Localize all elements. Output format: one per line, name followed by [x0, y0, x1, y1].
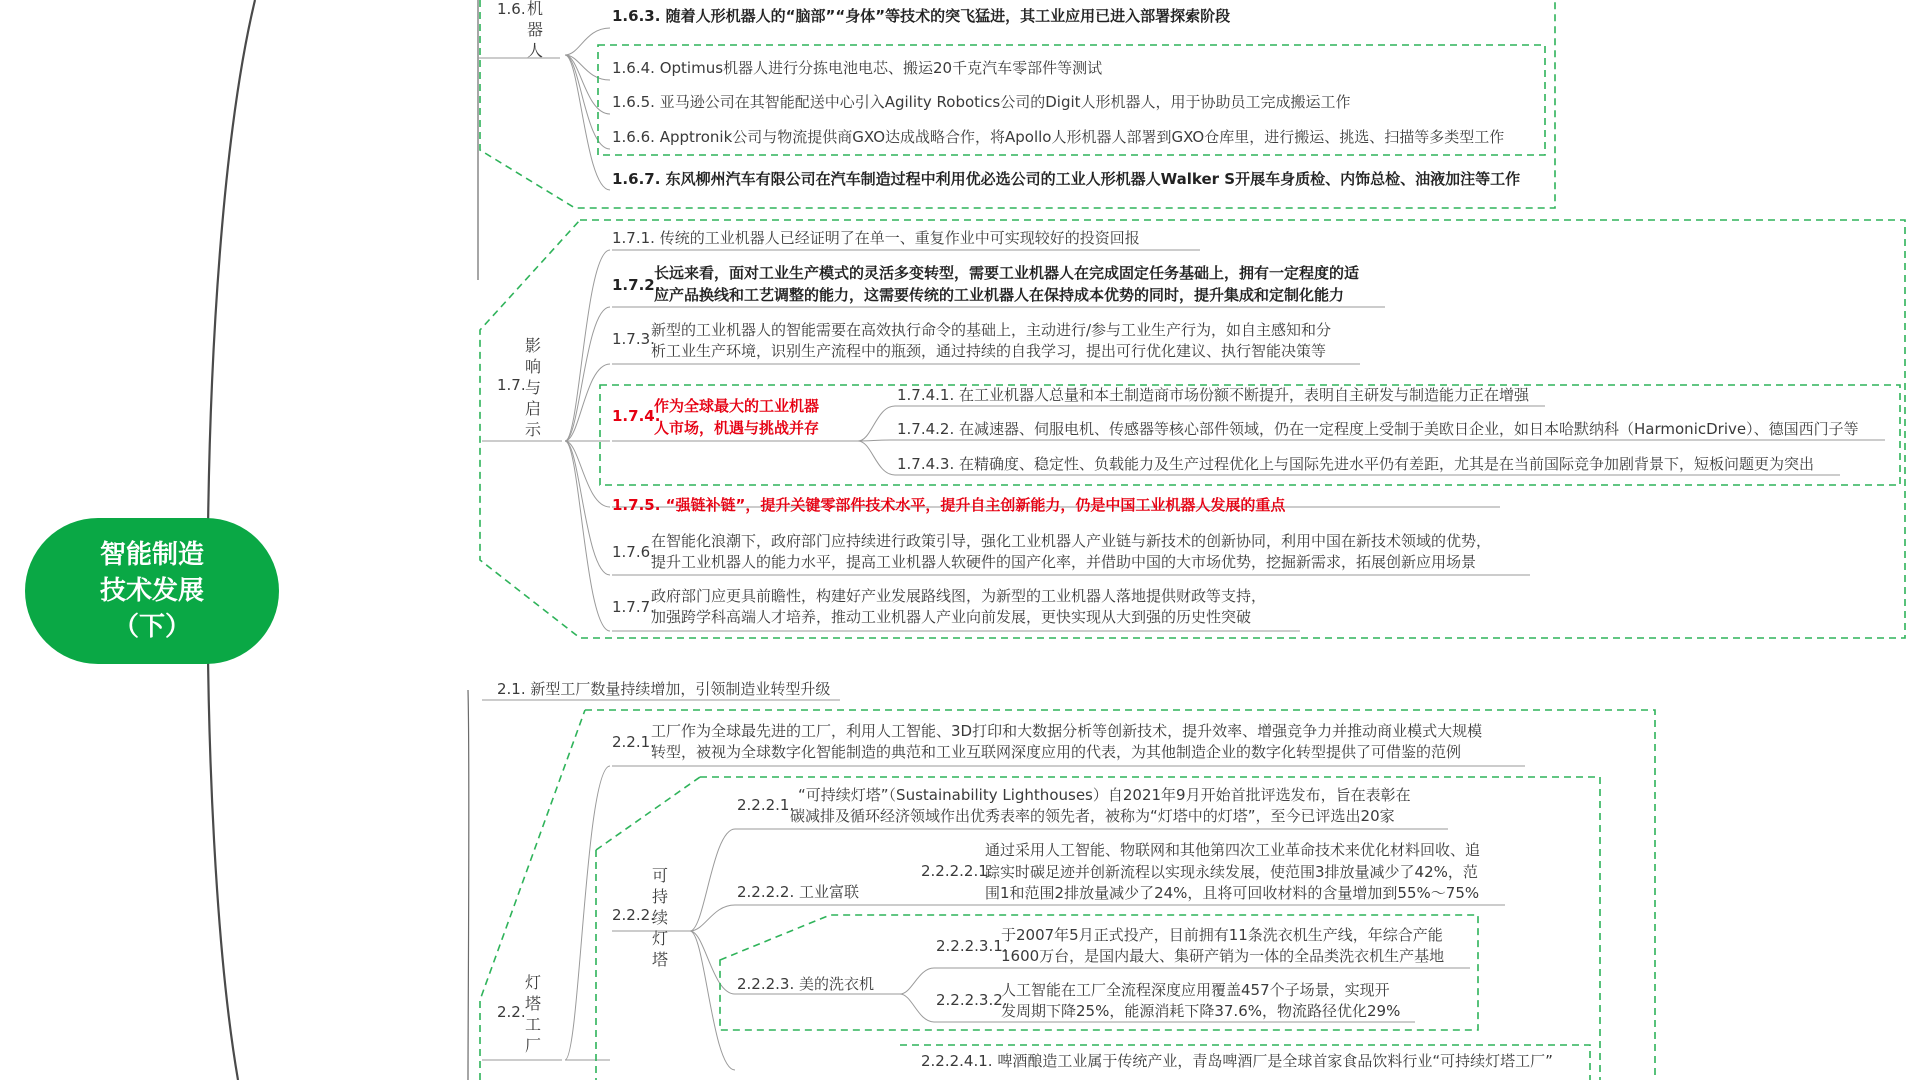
node-1-7-3-line1[interactable]: 新型的工业机器人的智能需要在高效执行命令的基础上，主动进行/参与工业生产行为，如自主感知和分 — [651, 321, 1332, 339]
node-1-7-label[interactable]: 影响与启示 — [524, 336, 541, 439]
node-1-6-5[interactable]: 1.6.5. 亚马逊公司在其智能配送中心引入Agility Robotics公司的Digit人形机器人，用于协助员工完成搬运工作 — [612, 93, 1351, 111]
node-1-7-4-line1[interactable]: 作为全球最大的工业机器 — [654, 397, 820, 415]
node-1-7-7-num: 1.7.7. — [612, 598, 655, 616]
node-1-7-6-num: 1.7.6. — [612, 543, 655, 561]
node-1-6-3[interactable]: 1.6.3. 随着人形机器人的“脑部”“身体”等技术的突飞猛进，其工业应用已进入部署探索阶段 — [612, 7, 1231, 25]
node-2-2-2-3-2-line2[interactable]: 发周期下降25%，能源消耗下降37.6%，物流路径优化29% — [1001, 1002, 1401, 1020]
connector-2-2-1 — [565, 766, 610, 1060]
node-2-2-1-num: 2.2.1. — [612, 733, 655, 751]
node-2-2-2-4-1[interactable]: 2.2.2.4.1. 啤酒酿造工业属于传统产业，青岛啤酒厂是全球首家食品饮料行业“可持续灯塔工厂” — [921, 1052, 1553, 1070]
node-1-7-3-line2[interactable]: 析工业生产环境，识别生产流程中的瓶颈，通过持续的自我学习，提出可行优化建议、执行智能决策等 — [651, 342, 1327, 360]
root-node[interactable] — [25, 518, 279, 664]
node-2-2-2-2[interactable]: 2.2.2.2. 工业富联 — [737, 883, 860, 901]
node-2-2-2-label[interactable]: 可持续灯塔 — [651, 866, 668, 969]
node-1-7-6-line2[interactable]: 提升工业机器人的能力水平，提高工业机器人软硬件的国产化率，并借助中国的大市场优势，挖掘新需求，拓展创新应用场景 — [651, 553, 1477, 571]
connector-1-7-6 — [565, 441, 610, 575]
node-1-7-2-num: 1.7.2. — [612, 276, 661, 294]
node-1-6-4[interactable]: 1.6.4. Optimus机器人进行分拣电池电芯、搬运20千克汽车零部件等测试 — [612, 59, 1103, 77]
node-1-7-4-1[interactable]: 1.7.4.1. 在工业机器人总量和本土制造商市场份额不断提升，表明自主研发与制造能力正在增强 — [897, 386, 1530, 404]
node-1-7-3-num: 1.7.3. — [612, 330, 655, 348]
node-1-7-4-num: 1.7.4. — [612, 407, 661, 425]
node-2-2-2-3-1-line2[interactable]: 1600万台，是国内最大、集研产销为一体的全品类洗衣机生产基地 — [1001, 947, 1445, 965]
root-title-line1: 智能制造 — [99, 540, 204, 570]
node-2-2-2-2-1-line1[interactable]: 通过采用人工智能、物联网和其他第四次工业革命技术来优化材料回收、追 — [985, 841, 1481, 859]
node-2-2-2-3[interactable]: 2.2.2.3. 美的洗衣机 — [737, 975, 875, 993]
node-1-7-4-3[interactable]: 1.7.4.3. 在精确度、稳定性、负载能力及生产过程优化上与国际先进水平仍有差距，尤其是在当前国际竞争加剧背景下，短板问题更为突出 — [897, 455, 1815, 473]
connector-1-6-7 — [565, 55, 610, 190]
node-1-7-2-line2[interactable]: 应产品换线和工艺调整的能力，这需要传统的工业机器人在保持成本优势的同时，提升集成和定制化能力 — [654, 286, 1345, 304]
connector-2-2-2-3-1 — [900, 968, 934, 994]
node-1-6-num: 1.6. — [497, 0, 526, 18]
node-2-2-2-3-2-line1[interactable]: 人工智能在工厂全流程深度应用覆盖457个子场景，实现开 — [1001, 981, 1390, 999]
node-2-1[interactable]: 2.1. 新型工厂数量持续增加，引领制造业转型升级 — [497, 680, 831, 698]
connector-2-2-2-2 — [690, 905, 735, 931]
node-1-6-label[interactable]: 机器人 — [526, 0, 543, 60]
node-2-2-2-2-1-line3[interactable]: 围1和范围2排放量减少了24%，且将可回收材料的含量增加到55%～75% — [985, 884, 1480, 902]
node-2-2-label[interactable]: 灯塔工厂 — [524, 973, 541, 1055]
group-border-2-2-2-left — [596, 777, 700, 850]
node-1-7-4-2[interactable]: 1.7.4.2. 在减速器、伺服电机、传感器等核心部件领域，仍在一定程度上受制于美欧日企业，如日本哈默纳科（HarmonicDrive）、德国西门子等 — [897, 420, 1859, 438]
connector-1-7-3 — [565, 364, 610, 441]
node-2-2-2-2-1-line2[interactable]: 踪实时碳足迹并创新流程以实现永续发展，使范围3排放量减少了42%，范 — [985, 863, 1478, 881]
connector-1-7-2 — [565, 307, 610, 441]
node-1-7-7-line1[interactable]: 政府部门应更具前瞻性，构建好产业发展路线图，为新型的工业机器人落地提供财政等支持， — [651, 587, 1267, 605]
connector-1-7-1 — [565, 250, 610, 441]
node-1-7-6-line1[interactable]: 在智能化浪潮下，政府部门应持续进行政策引导，强化工业机器人产业链与新技术的创新协同，利用中国在新技术领域的优势， — [651, 532, 1492, 550]
node-1-7-num: 1.7. — [497, 376, 526, 394]
root-title-line3: （下） — [112, 612, 191, 642]
connector-1-7-7 — [565, 441, 610, 631]
node-2-2-2-3-1-line1[interactable]: 于2007年5月正式投产，目前拥有11条洗衣机生产线，年综合产能 — [1001, 926, 1443, 944]
connector-1-6-3 — [565, 28, 610, 55]
node-1-7-1[interactable]: 1.7.1. 传统的工业机器人已经证明了在单一、重复作业中可实现较好的投资回报 — [612, 229, 1140, 247]
node-2-2-2-num: 2.2.2. — [612, 906, 655, 924]
connector-2-2-2-4 — [690, 931, 735, 1070]
root-title-line2: 技术发展 — [99, 576, 204, 606]
node-1-6-6[interactable]: 1.6.6. Apptronik公司与物流提供商GXO达成战略合作，将Apollo人形机器人部署到GXO仓库里，进行搬运、挑选、扫描等多类型工作 — [612, 128, 1505, 146]
connector-1-7-4-2 — [858, 440, 895, 441]
branch-2-vertical — [468, 690, 469, 1080]
node-1-7-7-line2[interactable]: 加强跨学科高端人才培养，推动工业机器人产业向前发展，更快实现从大到强的历史性突破 — [651, 608, 1252, 626]
node-1-6-7[interactable]: 1.6.7. 东风柳州汽车有限公司在汽车制造过程中利用优必选公司的工业人形机器人Walker S开展车身质检、内饰总检、油液加注等工作 — [612, 170, 1521, 188]
node-2-2-2-2-1-num: 2.2.2.2.1. — [921, 862, 993, 880]
connector-2-2-2-3-2 — [900, 994, 934, 1022]
node-2-2-2-3-1-num: 2.2.2.3.1. — [936, 937, 1008, 955]
connector-1-7-4-3 — [858, 441, 895, 475]
connector-1-7-4-1 — [858, 406, 895, 441]
connector-1-6-6 — [565, 55, 610, 149]
node-2-2-num: 2.2. — [497, 1003, 526, 1021]
node-2-2-2-1-line2[interactable]: 碳减排及循环经济领域作出优秀表率的领先者，被称为“灯塔中的灯塔”，至今已评选出20家 — [790, 807, 1395, 825]
node-1-7-4-line2[interactable]: 人市场，机遇与挑战并存 — [654, 419, 820, 437]
node-2-2-1-line2[interactable]: 转型，被视为全球数字化智能制造的典范和工业互联网深度应用的代表，为其他制造企业的数字化转型提供了可借鉴的范例 — [651, 743, 1462, 761]
node-2-2-1-line1[interactable]: 工厂作为全球最先进的工厂，利用人工智能、3D打印和大数据分析等创新技术，提升效率、增强竞争力并推动商业模式大规模 — [651, 722, 1483, 740]
node-1-7-2-line1[interactable]: 长远来看，面对工业生产模式的灵活多变转型，需要工业机器人在完成固定任务基础上，拥有一定程度的适 — [654, 264, 1360, 282]
node-2-2-2-1-line1[interactable]: “可持续灯塔”（Sustainability Lighthouses）自2021年9月开始首批评选发布，旨在表彰在 — [798, 786, 1411, 804]
node-2-2-2-1-num: 2.2.2.1. — [737, 796, 795, 814]
node-2-2-2-3-2-num: 2.2.2.3.2. — [936, 991, 1008, 1009]
node-1-7-5[interactable]: 1.7.5. “强链补链”，提升关键零部件技术水平，提升自主创新能力，仍是中国工业机器人发展的重点 — [612, 496, 1286, 514]
